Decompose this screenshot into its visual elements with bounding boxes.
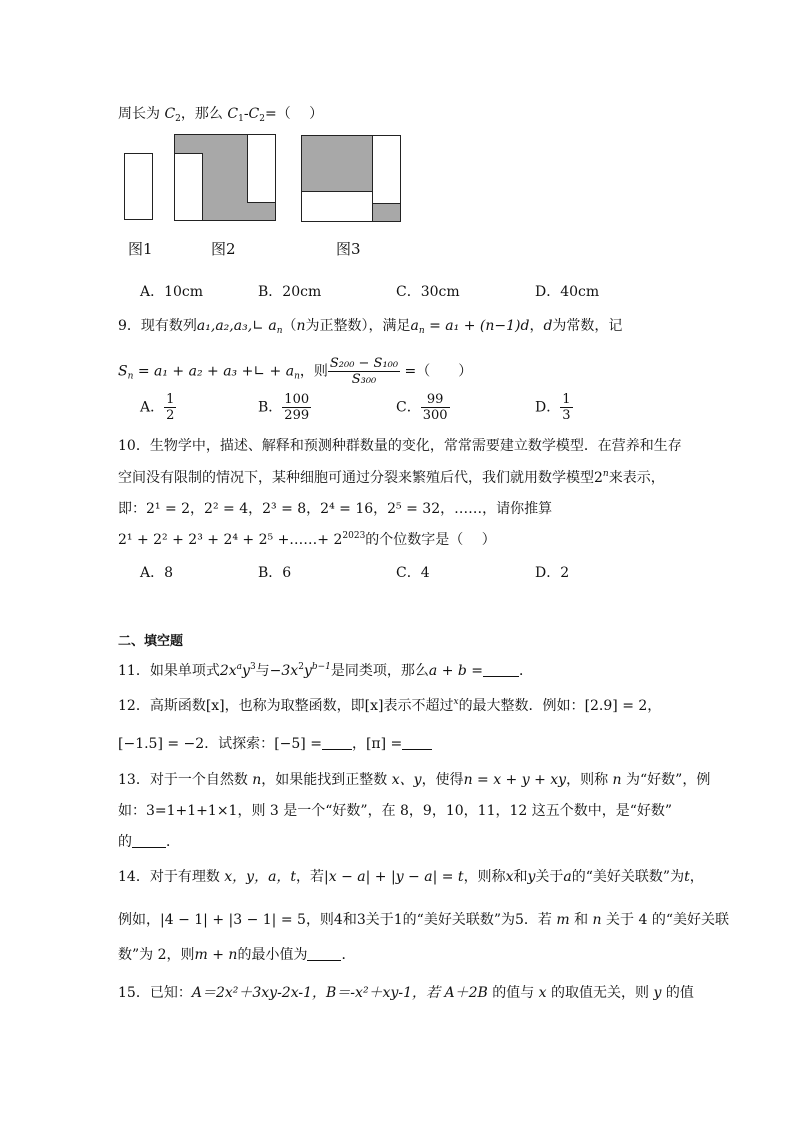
q12-question2: [π] = (365, 736, 403, 752)
q14-text: 和 (569, 912, 593, 928)
q10-line1: 10．生物学中，描述、解释和预测种群数量的变化，常常需要建立数学模型．在营养和生存 (118, 438, 682, 454)
q9-option-c (396, 392, 450, 423)
q14-line1 (118, 867, 704, 887)
q11-answer-blank[interactable] (483, 662, 519, 677)
q14-var-n: n (592, 912, 602, 928)
q14-text: ， (689, 869, 704, 885)
q9-var-s: S (118, 363, 128, 380)
q11-sup: 3 (249, 662, 256, 672)
q14-answer-blank[interactable] (307, 946, 341, 961)
q14-text: 和 (513, 869, 528, 885)
q8-option-c: C．30cm (396, 284, 460, 300)
section-heading-fill-in: 二、填空题 (118, 634, 184, 649)
option-label: B． (258, 399, 283, 416)
q8-option-b: B．20cm (258, 284, 322, 300)
fraction-denominator: 300 (422, 408, 448, 423)
q13-text: ，使得 (421, 772, 464, 788)
fraction-denominator: 299 (284, 408, 310, 423)
q14-var-y: y (527, 869, 536, 885)
q14-text: ，若 (296, 869, 325, 885)
q14-var-t: t (684, 869, 690, 885)
q12-text: ， (351, 736, 366, 752)
q9-sub: n (276, 326, 283, 336)
q12-text: 的最大整数．例如： (458, 698, 585, 714)
q14-line3 (118, 945, 355, 965)
q12-line1 (118, 696, 661, 716)
q12-text: ．试探索： (204, 736, 275, 752)
q11-sup: b−1 (311, 662, 331, 672)
q10-model: 2 (594, 470, 603, 486)
q9-line2 (118, 356, 472, 387)
q12-var-x: x (453, 697, 459, 707)
q15-expr-a: ＝2x²＋3xy-2x-1， (201, 985, 327, 1001)
q12-answer-blank-2[interactable] (402, 735, 432, 750)
q15-text: 的值 (661, 985, 694, 1001)
q10-text: 空间没有限制的情况下，某种细胞可通过分裂来繁殖后代，我们就用数学模型 (118, 470, 594, 486)
q10-sup: 2023 (342, 531, 366, 541)
q12-example: [−1.5] = −2 (118, 736, 205, 752)
fraction-numerator: 1 (562, 392, 571, 407)
q13-line2: 如：3=1+1+1×1，则 3 是一个“好数”，在 8，9，10，11，12 这五个数中，是“好数” (118, 803, 673, 819)
q9-text: 9．现有数列 (118, 318, 197, 334)
q10-sum-expression: 2¹ + 2² + 2³ + 2⁴ + 2⁵ +……+ 2 (118, 532, 343, 548)
q15-var-y: y (653, 985, 662, 1001)
q11-text: ． (519, 663, 534, 679)
q14-text: ． (341, 947, 356, 963)
figure2-left-rectangle (174, 153, 203, 221)
q15-text: 的取值无关，则 (546, 985, 654, 1001)
q11-monomial2: −3x (269, 663, 299, 679)
q12-text: 表示不超过 (383, 698, 454, 714)
q9-formula-rest: = a₁ + (n−1)d (424, 318, 530, 334)
q9-text: （ (282, 318, 297, 334)
q9-sub: n (418, 326, 425, 336)
q11-text: 是同类项，那么 (330, 663, 429, 679)
q12-text: 12．高斯函数 (118, 698, 206, 714)
q8-tail-line (118, 104, 323, 124)
q10-option-a: A．8 (140, 565, 174, 581)
q14-var-m: m (556, 912, 570, 928)
q9-answer-bracket: =（ ） (400, 363, 473, 380)
q15-var-a: A (191, 985, 202, 1001)
q14-text: 14．对于有理数 (118, 869, 225, 885)
q13-text: 的 (118, 834, 132, 850)
q10-option-b: B．6 (258, 565, 292, 581)
q9-line1: 9．现有数列a₁,a₂,a₃,∟ $a_n(n$为正整数），满足$a_n = a_1 + (n-1)d$，d为常数，记 (118, 318, 623, 336)
figure3-right-rectangle (372, 135, 401, 204)
q14-formula: |x − a| + |y − a| = t (324, 869, 464, 885)
figure1-label: 图1 (128, 240, 153, 258)
q9-var-d: d (543, 318, 553, 334)
q8-sub: 2 (175, 114, 181, 124)
q9-fraction-denominator: S₃₀₀ (351, 372, 377, 387)
option-fraction (282, 392, 311, 423)
q9-formula: a (410, 318, 419, 334)
q14-text: 数”为 2，则 (118, 947, 195, 963)
q14-vars: x，y，a，t (224, 869, 297, 885)
q15-text: 的值与 (487, 985, 539, 1001)
q13-text: 为“好数”，例 (621, 772, 711, 788)
q13-text: 13．对于一个自然数 (118, 772, 253, 788)
q11-sup: a (236, 662, 243, 672)
q8-sub: 1 (238, 114, 244, 124)
q11-text: 11．如果单项式 (118, 663, 220, 679)
q8-option-a: A．10cm (140, 284, 204, 300)
q14-text: ，则4和3关于1的“美好关联数”为5．若 (305, 912, 557, 928)
fraction-numerator: 99 (421, 392, 450, 408)
fraction-numerator: 100 (284, 392, 310, 407)
fraction-numerator: 1 (166, 392, 175, 407)
q14-expression: m + n (194, 947, 238, 963)
q9-sub: n (294, 371, 300, 382)
figure2-right-rectangle (247, 134, 276, 203)
q8-sub: 2 (259, 114, 265, 124)
q8-text: 周长为 (118, 106, 165, 122)
q8-answer-bracket: =（ ） (265, 106, 324, 122)
q14-text: 关于 (535, 869, 564, 885)
q13-text: ，则称 (566, 772, 613, 788)
fraction-denominator: 3 (562, 408, 571, 423)
q15-var-b: B (326, 985, 337, 1001)
q12-example: [2.9] = 2 (584, 698, 648, 714)
q13-answer-blank[interactable] (132, 833, 166, 848)
fraction-denominator: 2 (166, 408, 175, 423)
q12-text: ，也称为取整函数，即 (224, 698, 365, 714)
q9-option-a (140, 392, 176, 423)
q11-sup: 2 (298, 662, 304, 672)
option-label: C． (396, 399, 421, 416)
q15-var-x: x (538, 985, 547, 1001)
q9-text: ，则 (299, 363, 328, 380)
q10-line4 (118, 530, 496, 550)
q13-text: ，如果能找到正整数 (261, 772, 392, 788)
q10-option-c: C．4 (396, 565, 430, 581)
q12-gauss: [x] (205, 698, 225, 714)
q14-text: 的最小值为 (237, 947, 308, 963)
q10-text: 来表示， (608, 470, 665, 486)
option-fraction (421, 392, 450, 423)
q15-text: 15．已知： (118, 985, 192, 1001)
q13-text: ． (166, 834, 180, 850)
q9-sequence: a₁,a₂,a₃,∟ a (196, 318, 277, 334)
figure1-rectangle (124, 153, 153, 220)
q12-question1: [−5] = (274, 736, 322, 752)
figure3-bottom-rectangle (301, 191, 373, 222)
q8-minus: - (243, 106, 249, 122)
option-fraction (164, 392, 176, 423)
q12-text: ， (647, 698, 662, 714)
q14-text: 例如， (118, 912, 160, 928)
q11-monomial: 2x (219, 663, 237, 679)
q9-fraction (328, 356, 400, 387)
q8-text: ，那么 (180, 106, 228, 122)
q15-expr-b: ＝-x²＋xy-1，若 (336, 985, 445, 1001)
q9-sum: = a₁ + a₂ + a₃ +∟ + a (133, 363, 295, 380)
q13-var-n: n (252, 772, 262, 788)
q13-var-xy: x、y (391, 772, 422, 788)
q9-option-d (535, 392, 573, 423)
q14-text: 关于 4 的“美好关联 (601, 912, 729, 928)
q11-var-y: y (242, 663, 250, 679)
q14-example-formula: |4 − 1| + |3 − 1| = 5 (160, 912, 306, 928)
q13-formula: n = x + y + xy (463, 772, 567, 788)
q8-var-c: C (164, 106, 176, 122)
q9-var-n: n (296, 318, 306, 334)
q9-text: 为常数，记 (552, 318, 623, 334)
q10-option-d: D．2 (535, 565, 570, 581)
q11-var-y: y (303, 663, 312, 679)
q12-gauss: [x] (364, 698, 384, 714)
q15-line1 (118, 983, 694, 1003)
option-label: D． (535, 399, 561, 416)
q11-line (118, 661, 533, 681)
q13-var-n: n (612, 772, 622, 788)
q10-text: 的个位数字是（ ） (365, 532, 496, 548)
q14-text: ，则称 (463, 869, 506, 885)
q14-var-a: a (563, 869, 572, 885)
q11-text: 与 (255, 663, 270, 679)
q14-line2 (118, 910, 729, 930)
q11-expression: a + b = (428, 663, 484, 679)
q8-option-d: D．40cm (535, 284, 600, 300)
q13-line3 (118, 832, 180, 852)
q14-text: 的“美好关联数”为 (571, 869, 685, 885)
q9-option-b (258, 392, 311, 423)
q15-sum: A＋2B (444, 985, 488, 1001)
q13-line1 (118, 770, 710, 790)
figure3-label: 图3 (336, 240, 361, 258)
q9-text: 为正整数），满足 (305, 318, 411, 334)
figure2-label: 图2 (211, 240, 236, 258)
option-label: A． (140, 399, 165, 416)
q9-sub: n (127, 371, 134, 382)
option-fraction (560, 392, 572, 423)
q8-var-c2: C (248, 106, 260, 122)
q12-answer-blank-1[interactable] (322, 735, 352, 750)
q12-line2 (118, 734, 432, 754)
q10-line3: 即：2¹ = 2，2² = 4，2³ = 8，2⁴ = 16，2⁵ = 32，……，请你推算 (118, 501, 553, 517)
q10-sup: n (602, 469, 609, 479)
q14-var-x: x (505, 869, 514, 885)
q10-line2 (118, 468, 665, 488)
q9-fraction-numerator: S₂₀₀ − S₁₀₀ (329, 356, 399, 371)
q8-var-c1: C (227, 106, 239, 122)
